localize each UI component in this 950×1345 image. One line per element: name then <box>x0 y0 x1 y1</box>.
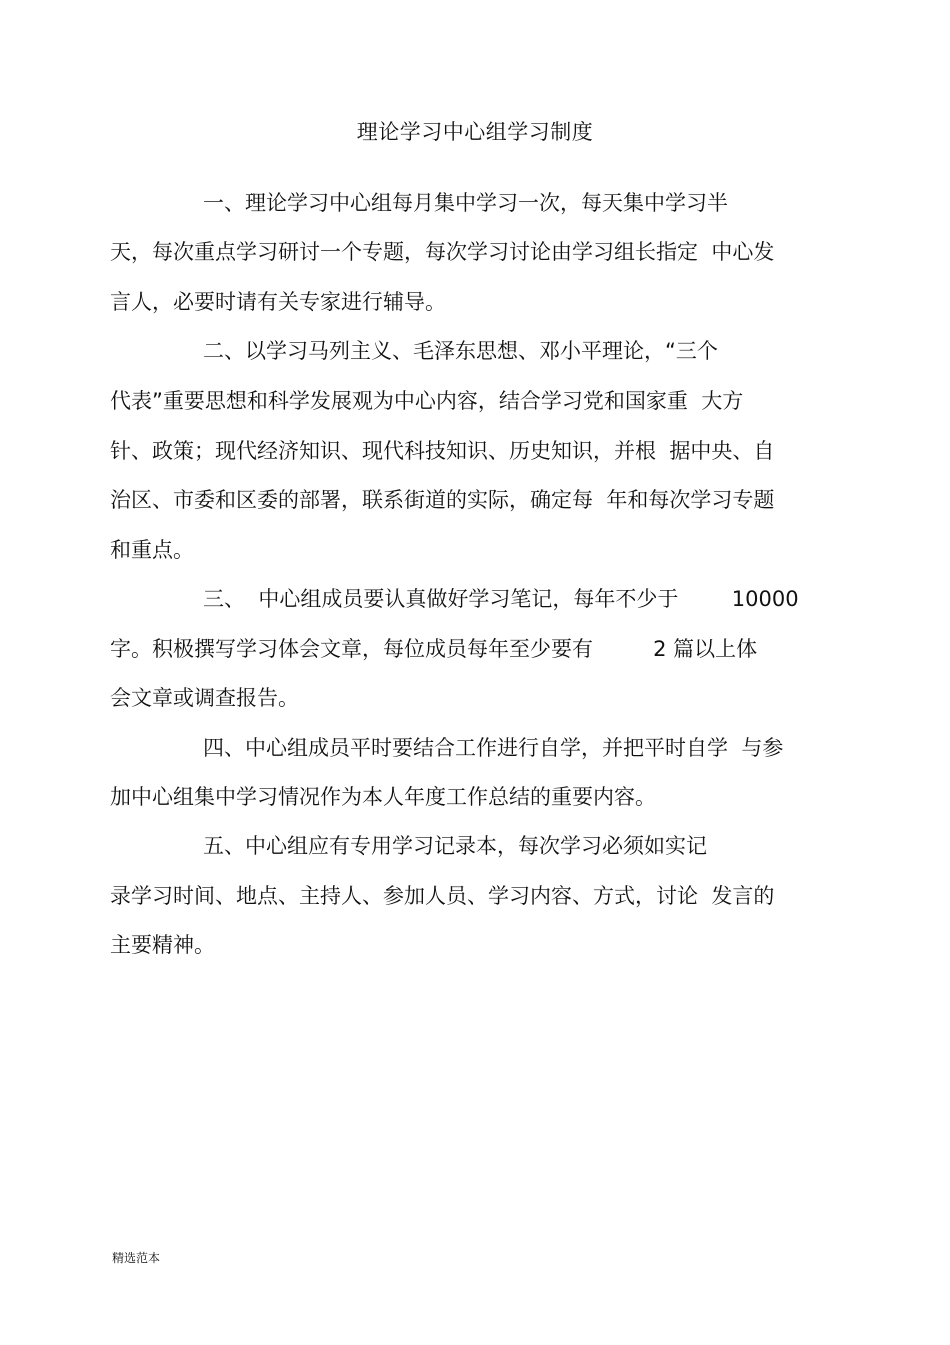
paragraph-3-line-1: 三、 中心组成员要认真做好学习笔记，每年不少于 10000 <box>203 587 799 611</box>
paragraph-5-line-3: 主要精神。 <box>110 933 215 957</box>
paragraph-4-line-1: 四、中心组成员平时要结合工作进行自学，并把平时自学 与参 <box>203 736 784 760</box>
paragraph-2-line-1: 二、以学习马列主义、毛泽东思想、邓小平理论，“三个 <box>203 339 718 363</box>
paragraph-1-line-3: 言人，必要时请有关专家进行辅导。 <box>110 290 446 314</box>
paragraph-3-line-2: 字。积极撰写学习体会文章，每位成员每年至少要有 2 篇以上体 <box>110 637 758 661</box>
paragraph-1-line-2: 天，每次重点学习研讨一个专题，每次学习讨论由学习组长指定 中心发 <box>110 240 775 264</box>
footer-label: 精选范本 <box>112 1251 161 1265</box>
paragraph-2-line-2: 代表”重要思想和科学发展观为中心内容，结合学习党和国家重 大方 <box>110 389 744 413</box>
paragraph-2-line-4: 治区、市委和区委的部署，联系街道的实际，确定每 年和每次学习专题 <box>110 488 775 512</box>
paragraph-1-line-1: 一、理论学习中心组每月集中学习一次，每天集中学习半 <box>203 191 728 215</box>
document-title: 理论学习中心组学习制度 <box>356 120 594 144</box>
paragraph-3-line-3: 会文章或调查报告。 <box>110 686 299 710</box>
paragraph-5-line-1: 五、中心组应有专用学习记录本，每次学习必须如实记 <box>203 834 707 858</box>
paragraph-2-line-5: 和重点。 <box>110 538 194 562</box>
paragraph-2-line-3: 针、政策；现代经济知识、现代科技知识、历史知识，并根 据中央、自 <box>110 439 775 463</box>
paragraph-4-line-2: 加中心组集中学习情况作为本人年度工作总结的重要内容。 <box>110 785 656 809</box>
paragraph-5-line-2: 录学习时间、地点、主持人、参加人员、学习内容、方式，讨论 发言的 <box>110 884 775 908</box>
